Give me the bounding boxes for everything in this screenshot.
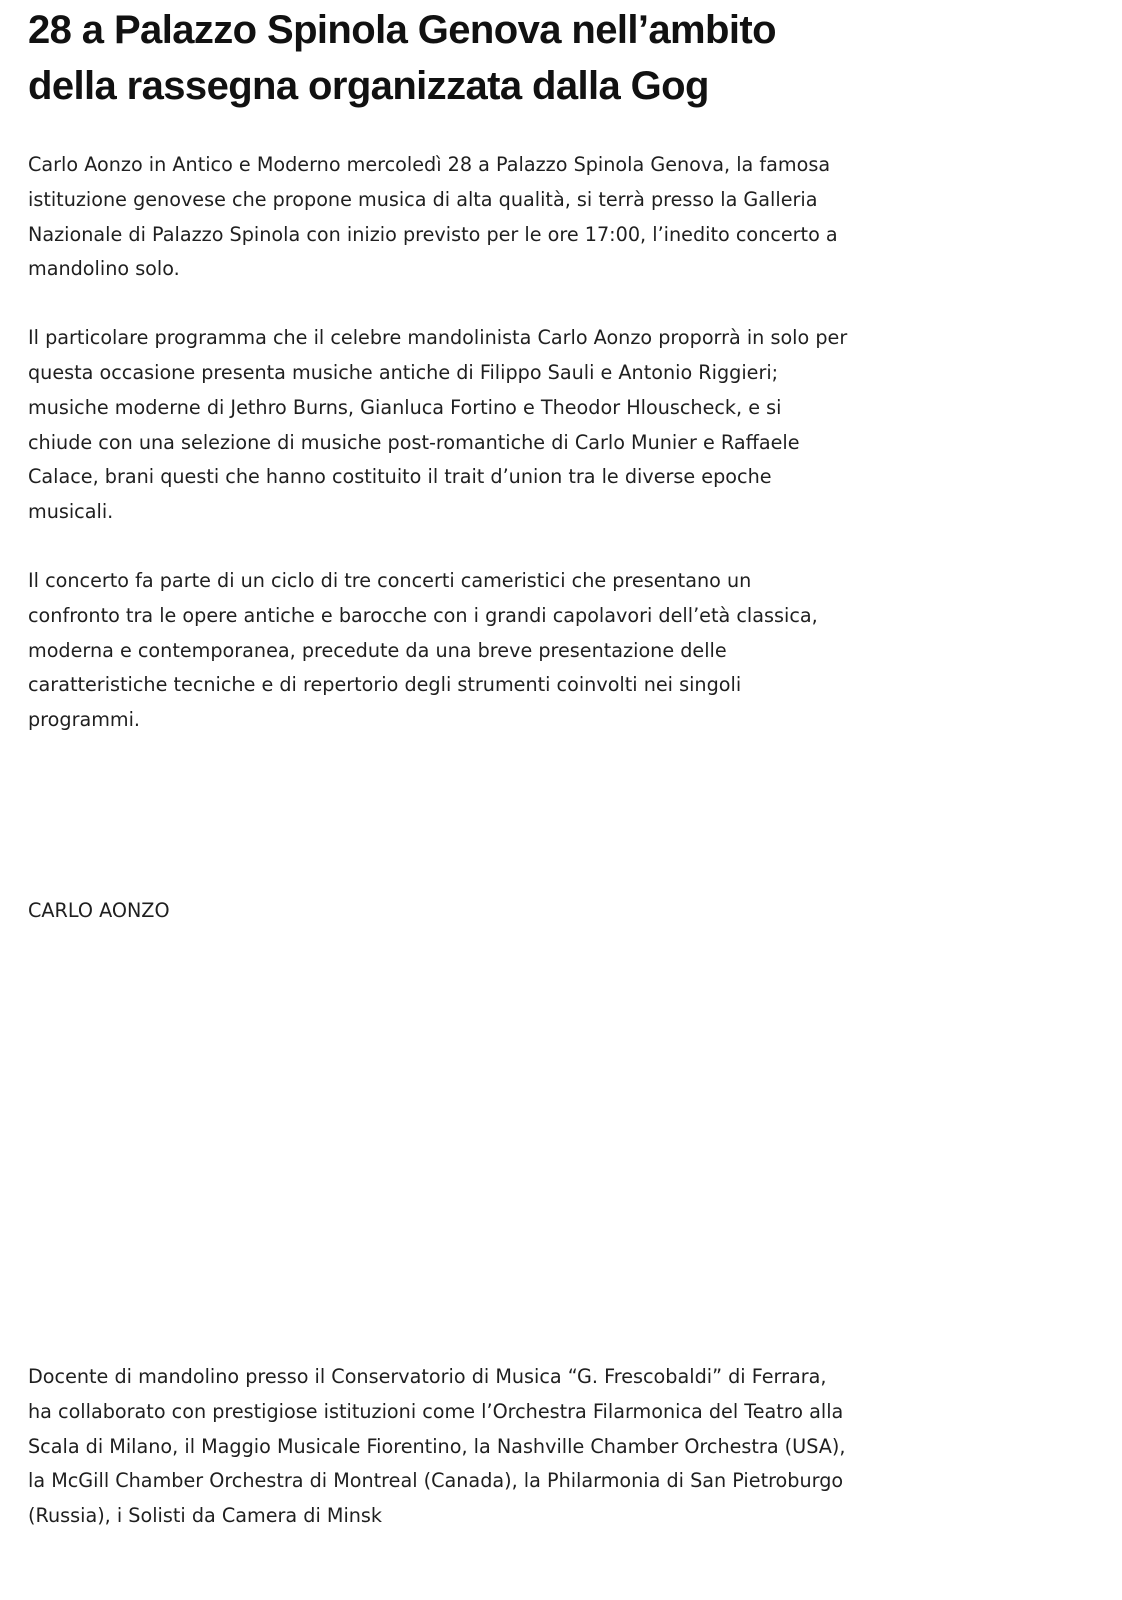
- bio-paragraph: Docente di mandolino presso il Conservatorio di Musica “G. Frescobaldi” di Ferrara, ha collaborato con prestigiose istituzioni come l’Orchestra Filarmonica del Teatro alla Scala di Milano, il Maggio Musicale Fiorentino, la Nashville Chamber Orchestra (USA), la McGill Chamber Orchestra di Montreal (Canada), la Philarmonia di San Pietroburgo (Russia), i Solisti da Camera di Minsk: [28, 1365, 846, 1528]
- article-paragraph-program: Il particolare programma che il celebre mandolinista Carlo Aonzo proporrà in solo per questa occasione presenta musiche antiche di Filippo Sauli e Antonio Riggieri; musiche moderne di Jethro Burns, Gianluca Fortino e Theodor Hlouscheck, e si chiude con una selezione di musiche post-romantiche di Carlo Munier e Raffaele Calace, brani questi che hanno costituito il trait d’union tra le diverse epoche musicali.: [28, 326, 848, 524]
- article-paragraph-intro: Carlo Aonzo in Antico e Moderno mercoledì 28 a Palazzo Spinola Genova, la famosa istituzione genovese che propone musica di alta qualità, si terrà presso la Galleria Nazionale di Palazzo Spinola con inizio previsto per le ore 17:00, l’inedito concerto a mandolino solo.: [28, 153, 838, 281]
- article: [28, 0, 848, 1528]
- article-paragraph-cycle: Il concerto fa parte di un ciclo di tre concerti cameristici che presentano un confronto tra le opere antiche e barocche con i grandi capolavori dell’età classica, moderna e contemporanea, precedute da una breve presentazione delle caratteristiche tecniche e di repertorio degli strumenti coinvolti nei singoli programmi.: [28, 568, 818, 732]
- article-title: 28 a Palazzo Spinola Genova nell’ambito della rassegna organizzata dalla Gog: [28, 8, 776, 108]
- section-heading: CARLO AONZO: [28, 899, 170, 922]
